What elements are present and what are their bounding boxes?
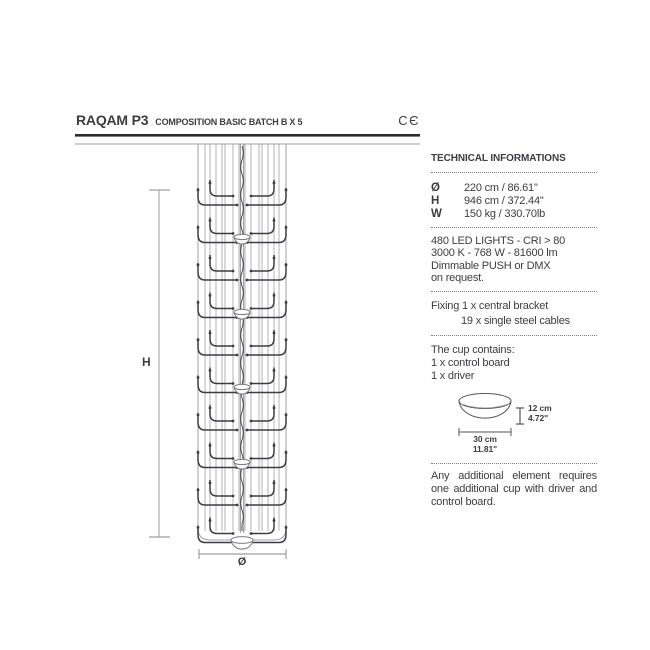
separator <box>431 335 597 336</box>
spec-row-diameter <box>431 182 597 195</box>
cup-diameter-cm: 30 cm <box>473 433 497 444</box>
led-spec-block <box>431 235 597 285</box>
spec-label-diameter: Ø <box>431 181 440 194</box>
cup-height-cm: 12 cm <box>528 402 552 413</box>
led-spec-line: 3000 K - 768 W - 81600 lm <box>431 247 558 259</box>
spec-value-height: 946 cm / 372.44" <box>464 194 544 207</box>
spec-label-height: H <box>431 194 440 207</box>
cup-contents-block <box>431 343 597 384</box>
led-spec-line: 480 LED LIGHTS - CRI > 80 <box>431 234 566 247</box>
page-subtitle: COMPOSITION BASIC BATCH B X 5 <box>155 117 303 127</box>
separator <box>431 463 597 464</box>
separator <box>431 291 597 292</box>
fixing-line-2: 19 x single steel cables <box>461 314 570 327</box>
spec-value-weight: 150 kg / 330.70lb <box>464 207 546 220</box>
spec-value-diameter: 220 cm / 86.61" <box>464 181 538 194</box>
cup-contents-title: The cup contains: <box>431 343 515 356</box>
spec-label-weight: W <box>431 207 442 220</box>
cup-item: 1 x control board <box>431 356 510 369</box>
ce-mark-icon: CЄ <box>398 113 420 128</box>
cup-diagram <box>431 387 597 457</box>
cup-item: 1 x driver <box>431 370 475 382</box>
spec-row-height <box>431 195 597 208</box>
separator <box>431 172 597 173</box>
diameter-dim-label: Ø <box>234 556 250 568</box>
bowl-drawing <box>431 387 597 457</box>
sheet-header <box>76 112 420 128</box>
cup-height-in: 4.72" <box>528 412 549 423</box>
technical-panel <box>431 153 597 520</box>
cup-diameter-in: 11.81" <box>472 443 498 454</box>
height-dim-label: H <box>142 355 151 369</box>
separator <box>431 227 597 228</box>
fixing-line-1: Fixing 1 x central bracket <box>431 299 549 312</box>
spec-table <box>431 182 597 221</box>
fixing-block <box>431 299 597 329</box>
additional-note: Any additional element requires one additional cup with driver and control board. <box>431 469 597 508</box>
led-spec-line: Dimmable PUSH or DMX <box>431 259 551 272</box>
led-spec-line: on request. <box>431 272 484 284</box>
page-title: RAQAM P3 <box>76 112 149 128</box>
panel-heading: TECHNICAL INFORMATIONS <box>431 153 566 164</box>
spec-row-weight <box>431 208 597 221</box>
